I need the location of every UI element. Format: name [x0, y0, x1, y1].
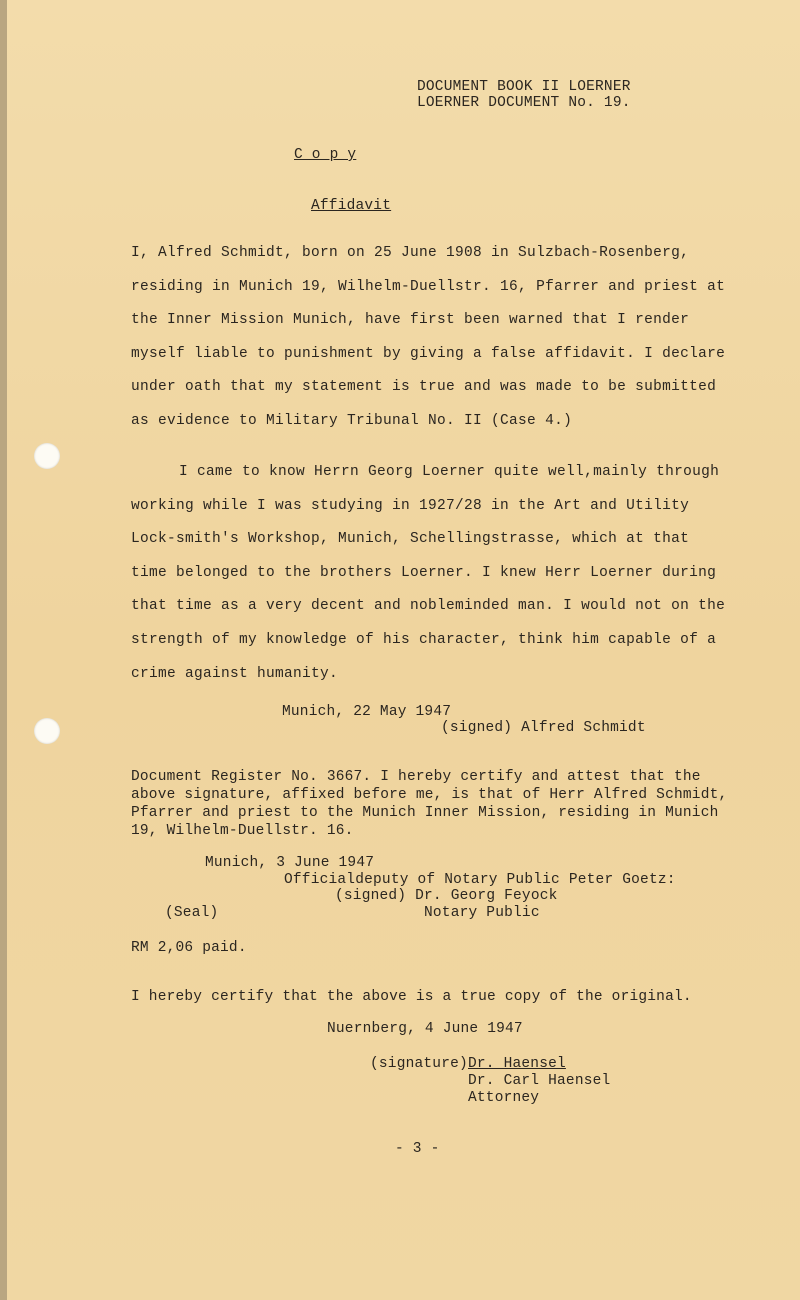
signature-name-signed: Dr. Haensel — [468, 1056, 566, 1072]
notary-line-3: Notary Public — [424, 905, 540, 921]
signature-name: Dr. Carl Haensel — [468, 1073, 611, 1089]
page-edge — [0, 0, 7, 1300]
nuernberg-date: Nuernberg, 4 June 1947 — [327, 1021, 523, 1037]
signature-title: Attorney — [468, 1090, 540, 1106]
paragraph-2: I came to know Herrn Georg Loerner quite well,mainly through working while I was studying in 1927/28 in the Art and Utility Lock-smith's Workshop, Munich, Schellingstrasse, which at that time belonged to the brothers Loerner. I knew Herr Loerner during that time as a very decent and nobleminded man. I would not on the strength of my knowledge of his character, think him capable of a crime against humanity. — [131, 464, 726, 682]
punch-hole-bottom — [34, 718, 60, 744]
page-number: - 3 - — [395, 1141, 440, 1157]
copy-label: C o p y — [294, 147, 357, 163]
notary-line-1: Officialdeputy of Notary Public Peter Goetz: — [284, 872, 676, 888]
register-text: Document Register No. 3667. I hereby certify and attest that the above signature, affixed before me, is that of Herr Alfred Schmidt, Pfarrer and priest to the Munich Inner Mission, residing in Munich 19, Wilhelm-Duellstr. 16. — [131, 769, 728, 839]
notary-place-date: Munich, 3 June 1947 — [205, 855, 375, 871]
paragraph-1: I, Alfred Schmidt, born on 25 June 1908 in Sulzbach-Rosenberg, residing in Munich 19, Wilhelm-Duellstr. 16, Pfarrer and priest at the Inner Mission Munich, have first been warned that I render myself liable to punishment by giving a false affidavit. I declare under oath that my statement is true and was made to be submitted as evidence to Military Tribunal No. II (Case 4.) — [131, 245, 726, 429]
header-line-2: LOERNER DOCUMENT No. 19. — [417, 95, 631, 111]
fee-paid: RM 2,06 paid. — [131, 940, 247, 956]
punch-hole-top — [34, 443, 60, 469]
notary-line-2: (signed) Dr. Georg Feyock — [335, 888, 558, 904]
signed-line: (signed) Alfred Schmidt — [441, 720, 646, 736]
place-date: Munich, 22 May 1947 — [282, 704, 452, 720]
header-line-1: DOCUMENT BOOK II LOERNER — [417, 79, 631, 95]
certify-line: I hereby certify that the above is a true copy of the original. — [131, 989, 692, 1005]
seal-label: (Seal) — [165, 905, 219, 921]
affidavit-title: Affidavit — [311, 198, 392, 214]
signature-label: (signature) — [370, 1056, 468, 1072]
